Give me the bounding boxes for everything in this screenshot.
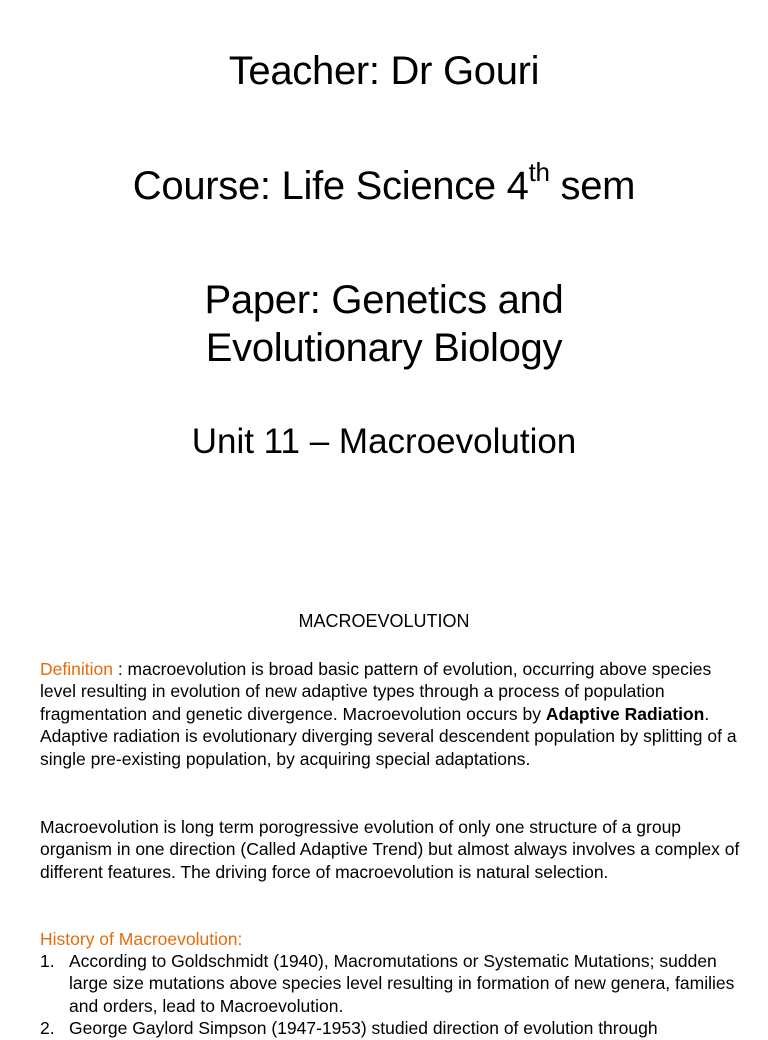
definition-paragraph — [40, 658, 740, 770]
section-heading: MACROEVOLUTION — [298, 611, 470, 631]
list-item-text: George Gaylord Simpson (1947-1953) studied direction of evolution through — [69, 1018, 658, 1039]
unit-title: Unit 11 – Macroevolution — [191, 422, 577, 461]
list-item-number: 2. — [40, 1018, 55, 1039]
list-item-text: According to Goldschmidt (1940), Macromutations or Systematic Mutations; sudden large size mutations above species level resulting in formation of new genera, families and orders, lead to Macroevolution. — [69, 951, 735, 1016]
course-suffix: sem — [549, 164, 636, 208]
definition-label: Definition — [40, 659, 113, 679]
trend-paragraph: Macroevolution is long term porogressive evolution of only one structure of a group organism in one direction (Called Adaptive Trend) but almost always involves a complex of different features. The driving force of macroevolution is natural selection. — [40, 817, 740, 882]
course-prefix: Course: Life Science 4 — [132, 164, 529, 208]
history-label: History of Macroevolution: — [40, 929, 243, 949]
course-line — [0, 156, 768, 210]
definition-text-b: . Adaptive radiation is evolutionary diverging several descendent population by splitting of a single pre-existing population, by acquiring special adaptations. — [40, 703, 737, 769]
list-item — [40, 1017, 740, 1039]
paper-title — [0, 276, 768, 372]
list-item-number: 1. — [40, 951, 55, 971]
history-list — [40, 950, 740, 1040]
list-item — [40, 950, 740, 1017]
adaptive-radiation-term: Adaptive Radiation — [545, 703, 705, 724]
paper-title-line-2: Evolutionary Biology — [205, 326, 563, 370]
definition-text-a: : macroevolution is broad basic pattern of evolution, occurring above species level resulting in evolution of new adaptive types through a process of population fragmentation and genetic divergence. Macroevolution occurs by — [40, 659, 712, 724]
paper-title-line-1: Paper: Genetics and — [204, 278, 564, 322]
teacher-line: Teacher: Dr Gouri — [228, 49, 540, 93]
course-superscript: th — [528, 156, 550, 187]
